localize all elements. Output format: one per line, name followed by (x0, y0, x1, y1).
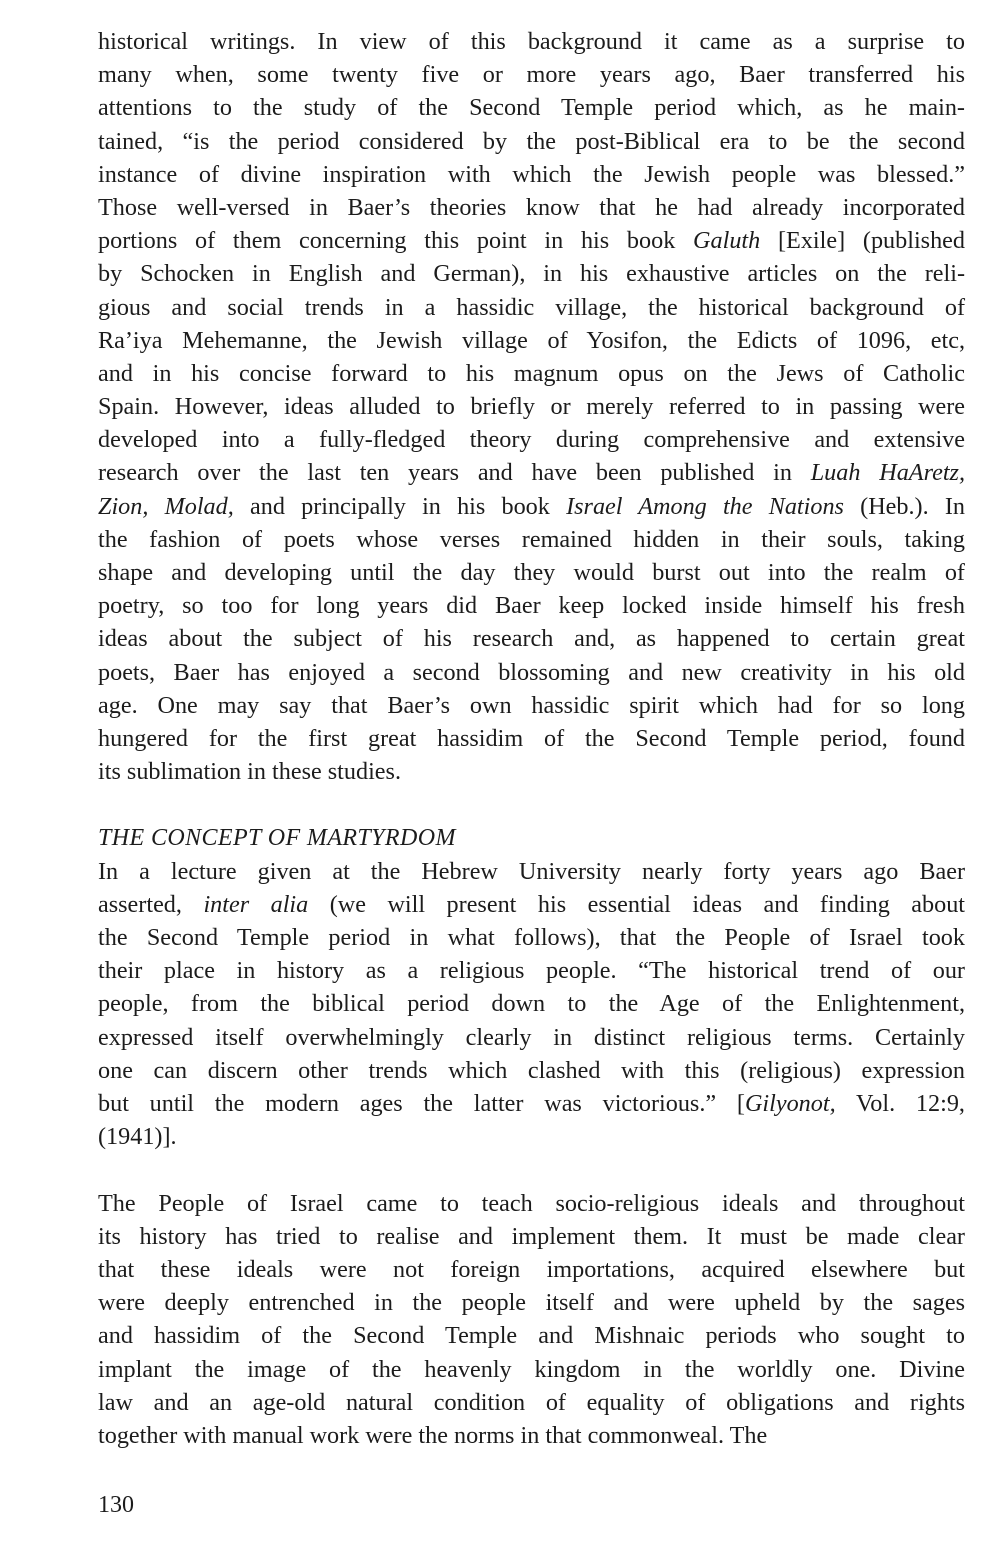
text-run: In a lecture given at the Hebrew University nearly forty years ago Baer (98, 857, 965, 885)
text-run: shape and developing until the day they would burst out into the realm of (98, 559, 965, 586)
text-line (98, 158, 965, 191)
text-run: their place in history as a religious people. “The historical trend of our (98, 957, 965, 985)
text-line (98, 456, 965, 489)
text-run: attentions to the study of the Second Temple period which, as he main- (98, 94, 965, 122)
italic-text: Zion, Molad, (98, 492, 234, 520)
text-line (98, 490, 965, 523)
text-line (98, 224, 965, 257)
text-run: and in his concise forward to his magnum opus on the Jews of Catholic (98, 359, 965, 387)
text-line (98, 855, 965, 888)
text-run: the Second Temple period in what follows), that the People of Israel took (98, 924, 965, 952)
text-run: its history has tried to realise and implement them. It must be made clear (98, 1222, 965, 1250)
text-line (98, 1220, 965, 1253)
text-line (98, 589, 965, 622)
text-line (98, 1286, 965, 1319)
text-run: tained, “is the period considered by the post-Biblical era to be the second (98, 127, 965, 155)
text-run: The People of Israel came to teach socio-religious ideals and throughout (98, 1189, 965, 1217)
text-run: Ra’iya Mehemanne, the Jewish village of Yosifon, the Edicts of 1096, etc, (98, 326, 965, 354)
text-line (98, 689, 965, 722)
text-line (98, 91, 965, 124)
text-line (98, 423, 965, 456)
text-line (98, 888, 965, 921)
paragraph-baer-background (98, 25, 965, 788)
italic-text: Luah HaAretz, (810, 459, 965, 487)
text-line (98, 25, 965, 58)
text-line (98, 656, 965, 689)
section-heading: THE CONCEPT OF MARTYRDOM (98, 824, 456, 851)
text-run: portions of them concerning this point in his book (98, 227, 694, 255)
paragraph-socio-religious-ideals (98, 1187, 965, 1453)
text-line (98, 125, 965, 158)
text-run: one can discern other trends which clashed with this (religious) expression (98, 1056, 965, 1084)
text-run: Spain. However, ideas alluded to briefly or merely referred to in passing were (98, 393, 965, 421)
text-line (98, 1187, 965, 1220)
text-run: many when, some twenty five or more years ago, Baer transferred his (98, 61, 965, 89)
text-run: research over the last ten years and have been published in (98, 459, 811, 487)
text-line (98, 58, 965, 91)
text-line (98, 1087, 965, 1120)
text-run: people, from the biblical period down to the Age of the Enlightenment, (98, 990, 965, 1018)
text-run: (Heb.). In (843, 492, 965, 520)
text-run: gious and social trends in a hassidic village, the historical background of (98, 293, 965, 321)
text-run: were deeply entrenched in the people itself and were upheld by the sages (98, 1289, 965, 1317)
text-run: (we will present his essential ideas and finding about (308, 890, 966, 918)
text-run: the fashion of poets whose verses remained hidden in their souls, taking (98, 525, 965, 553)
text-line (98, 755, 965, 788)
text-line (98, 324, 965, 357)
italic-text: Israel Among the Nations (566, 492, 844, 520)
text-run: hungered for the first great hassidim of the Second Temple period, found (98, 724, 965, 752)
text-run: age. One may say that Baer’s own hassidic spirit which had for so long (98, 691, 965, 719)
text-line (98, 556, 965, 589)
text-line (98, 523, 965, 556)
text-line (98, 987, 965, 1020)
text-line (98, 1353, 965, 1386)
text-run: implant the image of the heavenly kingdom in the worldly one. Divine (98, 1355, 965, 1383)
paragraph-spacer (98, 1153, 965, 1186)
text-line (98, 722, 965, 755)
paragraph-lecture-quote (98, 855, 965, 1154)
text-line (98, 291, 965, 324)
text-run: poetry, so too for long years did Baer keep locked inside himself his fresh (98, 592, 965, 620)
text-line (98, 191, 965, 224)
text-line (98, 921, 965, 954)
text-run: its sublimation in these studies. (98, 758, 402, 786)
italic-text: inter alia (203, 890, 309, 918)
text-line (98, 1253, 965, 1286)
text-run: historical writings. In view of this background it came as a surprise to (98, 28, 965, 55)
italic-text: Gilyonot, (744, 1090, 836, 1117)
text-line (98, 954, 965, 987)
text-run: instance of divine inspiration with which the Jewish people was blessed.” (98, 160, 965, 188)
italic-text: Galuth (693, 227, 761, 255)
text-line (98, 390, 965, 423)
text-line (98, 1319, 965, 1352)
page-body (98, 25, 965, 1452)
text-line (98, 257, 965, 290)
text-run: ideas about the subject of his research and, as happened to certain great (98, 625, 965, 653)
page-number: 130 (98, 1492, 134, 1518)
text-run: Vol. 12:9, (835, 1090, 965, 1117)
text-run: developed into a fully-fledged theory during comprehensive and extensive (98, 426, 965, 454)
text-run: by Schocken in English and German), in his exhaustive articles on the reli- (98, 260, 965, 288)
text-line (98, 357, 965, 390)
text-line (98, 1386, 965, 1419)
text-run: poets, Baer has enjoyed a second blossoming and new creativity in his old (98, 658, 965, 686)
text-run: [Exile] (published (760, 227, 966, 255)
text-run: and principally in his book (233, 492, 567, 520)
text-run: expressed itself overwhelmingly clearly in distinct religious terms. Certainly (98, 1023, 965, 1051)
text-run: law and an age-old natural condition of equality of obligations and rights (98, 1388, 965, 1416)
text-line (98, 1419, 965, 1452)
text-run: but until the modern ages the latter was victorious.” [ (98, 1090, 745, 1117)
text-run: (1941)]. (98, 1123, 177, 1151)
paragraph-spacer (98, 788, 965, 821)
text-run: and hassidim of the Second Temple and Mishnaic periods who sought to (98, 1322, 965, 1350)
text-line (98, 1054, 965, 1087)
text-line (98, 1021, 965, 1054)
text-run: Those well-versed in Baer’s theories know that he had already incorporated (98, 193, 965, 221)
text-run: that these ideals were not foreign importations, acquired elsewhere but (98, 1255, 965, 1283)
text-line (98, 1120, 965, 1153)
text-line (98, 622, 965, 655)
text-run: asserted, (98, 890, 204, 918)
text-run: together with manual work were the norms in that commonweal. The (98, 1421, 768, 1449)
